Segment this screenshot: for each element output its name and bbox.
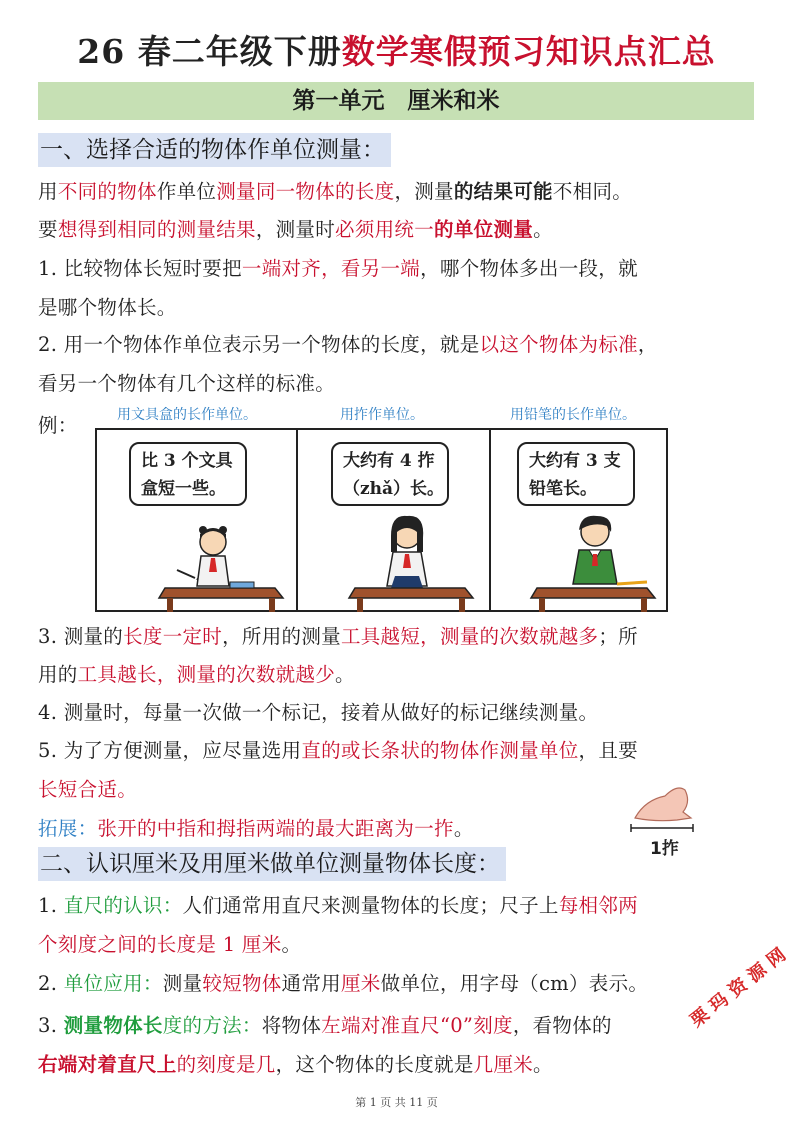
- s1-extend: 拓展：张开的中指和拇指两端的最大距离为一拃。: [38, 817, 474, 840]
- girl-measuring-with-hand-illustration: [335, 502, 485, 612]
- s1-item2-line2: 看另一个物体有几个这样的标准。: [38, 372, 336, 395]
- s1-item5-line2: 长短合适。: [38, 778, 138, 801]
- speech-bubble-3: 大约有 3 支 铅笔长。: [517, 442, 635, 506]
- s1-item5-line1: 5. 为了方便测量，应尽量选用直的或长条状的物体作测量单位，且要: [38, 739, 638, 762]
- section1-heading: 一、选择合适的物体作单位测量：: [38, 133, 391, 167]
- page-footer: 第 1 页 共 11 页: [355, 1096, 438, 1109]
- watermark: 栗 玛 资 源 网: [686, 944, 791, 1032]
- section2-heading: 二、认识厘米及用厘米做单位测量物体长度：: [38, 847, 506, 881]
- unit-title: 第一单元 厘米和米: [38, 82, 754, 120]
- speech-bubble-2: 大约有 4 拃 （zhǎ）长。: [331, 442, 449, 506]
- comic-strip: [95, 428, 668, 612]
- hand-span-label: 1拃: [650, 839, 679, 859]
- girl-at-desk-illustration: [145, 502, 295, 612]
- caption-1: 用文具盒的长作单位。: [117, 407, 257, 423]
- title-black: 26 春二年级下册: [77, 32, 342, 71]
- s1-item2-line1: 2. 用一个物体作单位表示另一个物体的长度，就是以这个物体为标准，: [38, 333, 658, 356]
- s2-item1-line2: 个刻度之间的长度是 1 厘米。: [38, 933, 302, 956]
- s1-paragraph-1: 用不同的物体作单位测量同一物体的长度，测量的结果可能不相同。: [38, 180, 633, 203]
- page-title: [0, 26, 793, 73]
- boy-measuring-with-pencil-illustration: [517, 502, 667, 612]
- speech-bubble-1: 比 3 个文具 盒短一些。: [129, 442, 247, 506]
- s1-item1-line2: 是哪个物体长。: [38, 296, 177, 319]
- s2-item2: 2. 单位应用：测量较短物体通常用厘米做单位，用字母（cm）表示。: [38, 972, 649, 995]
- s1-item3-line1: 3. 测量的长度一定时，所用的测量工具越短，测量的次数就越多；所: [38, 625, 638, 648]
- example-label: 例：: [38, 414, 78, 437]
- s1-item3-line2: 用的工具越长，测量的次数就越少。: [38, 663, 355, 686]
- s2-item3-line1: 3. 测量物体长度的方法：将物体左端对准直尺“0”刻度，看物体的: [38, 1014, 612, 1037]
- s1-item4: 4. 测量时，每量一次做一个标记，接着从做好的标记继续测量。: [38, 701, 599, 724]
- panel-divider: [296, 430, 298, 610]
- s1-paragraph-2: 要想得到相同的测量结果，测量时必须用统一的单位测量。: [38, 218, 553, 241]
- s2-item1-line1: 1. 直尺的认识：人们通常用直尺来测量物体的长度；尺子上每相邻两: [38, 894, 638, 917]
- caption-3: 用铅笔的长作单位。: [510, 407, 636, 423]
- s1-item1-line1: 1. 比较物体长短时要把一端对齐，看另一端，哪个物体多出一段，就: [38, 257, 638, 280]
- title-red: 数学寒假预习知识点汇总: [341, 32, 716, 71]
- panel-divider: [489, 430, 491, 610]
- s2-item3-line2: 右端对着直尺上的刻度是几，这个物体的长度就是几厘米。: [38, 1053, 553, 1076]
- caption-2: 用拃作单位。: [340, 407, 424, 423]
